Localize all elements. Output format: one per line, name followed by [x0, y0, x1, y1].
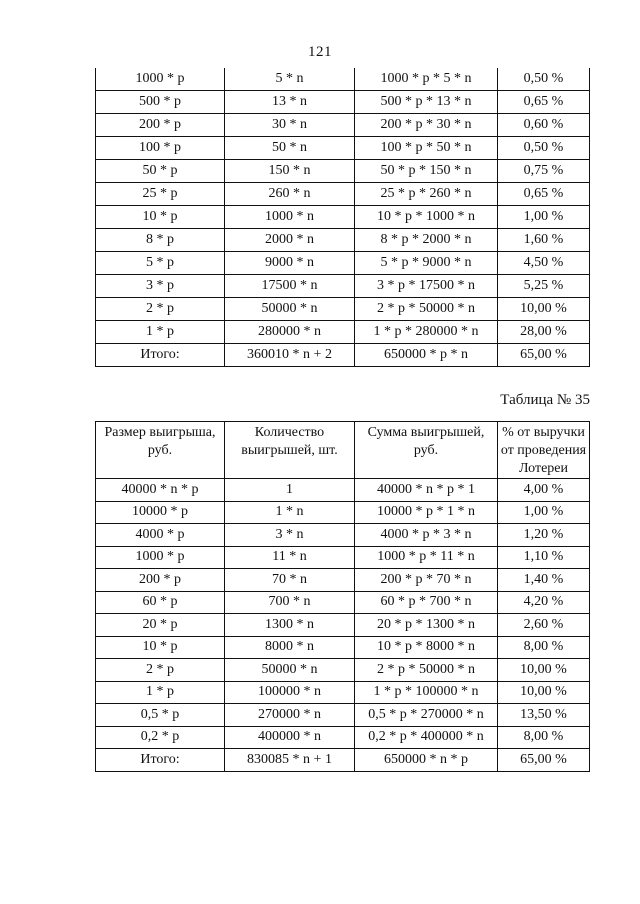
revenue-percent-cell: 0,65 %: [498, 183, 590, 206]
prize-count-cell: 13 * n: [225, 91, 355, 114]
table-row: [96, 160, 590, 183]
prize-size-cell: 50 * р: [96, 160, 225, 183]
prize-count-cell: 50000 * n: [225, 298, 355, 321]
prize-sum-cell: 60 * р * 700 * n: [355, 591, 498, 614]
revenue-percent-cell: 1,20 %: [498, 524, 590, 547]
prize-count-cell: 9000 * n: [225, 252, 355, 275]
prize-count-cell: 1 * n: [225, 501, 355, 524]
prize-sum-cell: 650000 * n * р: [355, 749, 498, 772]
table-caption: Таблица № 35: [500, 392, 590, 408]
prize-size-cell: 1 * р: [96, 681, 225, 704]
prize-size-cell: 2 * р: [96, 659, 225, 682]
revenue-percent-cell: 10,00 %: [498, 681, 590, 704]
prize-table-35-body: [96, 479, 590, 772]
prize-count-cell: 1300 * n: [225, 614, 355, 637]
prize-count-cell: 830085 * n + 1: [225, 749, 355, 772]
prize-sum-cell: 500 * р * 13 * n: [355, 91, 498, 114]
revenue-percent-cell: 65,00 %: [498, 749, 590, 772]
table-row: [96, 229, 590, 252]
prize-size-cell: 40000 * n * р: [96, 479, 225, 502]
prize-count-cell: 8000 * n: [225, 636, 355, 659]
header-revenue-percent: % от выручки от проведения Лотереи: [498, 422, 590, 479]
table-row: [96, 298, 590, 321]
prize-table-continued: [95, 68, 590, 367]
revenue-percent-cell: 10,00 %: [498, 298, 590, 321]
revenue-percent-cell: 1,00 %: [498, 206, 590, 229]
revenue-percent-cell: 8,00 %: [498, 726, 590, 749]
prize-size-cell: 5 * р: [96, 252, 225, 275]
prize-count-cell: 360010 * n + 2: [225, 344, 355, 367]
prize-size-cell: 60 * р: [96, 591, 225, 614]
prize-sum-cell: 1 * р * 100000 * n: [355, 681, 498, 704]
prize-size-cell: 0,5 * р: [96, 704, 225, 727]
table-row: [96, 681, 590, 704]
prize-count-cell: 1: [225, 479, 355, 502]
prize-size-cell: 10 * р: [96, 636, 225, 659]
revenue-percent-cell: 4,20 %: [498, 591, 590, 614]
prize-count-cell: 2000 * n: [225, 229, 355, 252]
prize-sum-cell: 4000 * р * 3 * n: [355, 524, 498, 547]
table-row: [96, 659, 590, 682]
table-row: [96, 183, 590, 206]
prize-sum-cell: 10 * р * 8000 * n: [355, 636, 498, 659]
prize-table-35: [95, 421, 590, 772]
prize-sum-cell: 5 * р * 9000 * n: [355, 252, 498, 275]
table-row: [96, 704, 590, 727]
prize-sum-cell: 10000 * р * 1 * n: [355, 501, 498, 524]
table-row: [96, 479, 590, 502]
prize-sum-cell: 20 * р * 1300 * n: [355, 614, 498, 637]
prize-sum-cell: 50 * р * 150 * n: [355, 160, 498, 183]
prize-count-cell: 700 * n: [225, 591, 355, 614]
prize-sum-cell: 200 * р * 70 * n: [355, 569, 498, 592]
prize-count-cell: 11 * n: [225, 546, 355, 569]
prize-sum-cell: 3 * р * 17500 * n: [355, 275, 498, 298]
revenue-percent-cell: 0,60 %: [498, 114, 590, 137]
prize-size-cell: 25 * р: [96, 183, 225, 206]
prize-size-cell: 1 * р: [96, 321, 225, 344]
prize-count-cell: 280000 * n: [225, 321, 355, 344]
prize-size-cell: 200 * р: [96, 114, 225, 137]
table-header-row: [96, 422, 590, 479]
revenue-percent-cell: 1,40 %: [498, 569, 590, 592]
prize-sum-cell: 2 * р * 50000 * n: [355, 659, 498, 682]
prize-sum-cell: 0,5 * р * 270000 * n: [355, 704, 498, 727]
prize-sum-cell: 8 * р * 2000 * n: [355, 229, 498, 252]
prize-sum-cell: 10 * р * 1000 * n: [355, 206, 498, 229]
prize-count-cell: 70 * n: [225, 569, 355, 592]
prize-count-cell: 100000 * n: [225, 681, 355, 704]
revenue-percent-cell: 0,75 %: [498, 160, 590, 183]
prize-size-cell: 10000 * р: [96, 501, 225, 524]
prize-count-cell: 5 * n: [225, 68, 355, 91]
prize-size-cell: 1000 * р: [96, 546, 225, 569]
revenue-percent-cell: 1,60 %: [498, 229, 590, 252]
table-row: [96, 321, 590, 344]
prize-size-cell: Итого:: [96, 749, 225, 772]
revenue-percent-cell: 10,00 %: [498, 659, 590, 682]
prize-sum-cell: 100 * р * 50 * n: [355, 137, 498, 160]
prize-size-cell: 3 * р: [96, 275, 225, 298]
prize-count-cell: 260 * n: [225, 183, 355, 206]
prize-size-cell: 4000 * р: [96, 524, 225, 547]
table-row: [96, 569, 590, 592]
prize-sum-cell: 650000 * р * n: [355, 344, 498, 367]
prize-size-cell: 2 * р: [96, 298, 225, 321]
revenue-percent-cell: 0,65 %: [498, 91, 590, 114]
revenue-percent-cell: 65,00 %: [498, 344, 590, 367]
table-row: [96, 614, 590, 637]
table-row: [96, 206, 590, 229]
header-prize-size: Размер выигрыша, руб.: [96, 422, 225, 479]
revenue-percent-cell: 28,00 %: [498, 321, 590, 344]
table-row: [96, 252, 590, 275]
prize-count-cell: 17500 * n: [225, 275, 355, 298]
prize-count-cell: 400000 * n: [225, 726, 355, 749]
table-row: [96, 501, 590, 524]
revenue-percent-cell: 2,60 %: [498, 614, 590, 637]
revenue-percent-cell: 5,25 %: [498, 275, 590, 298]
prize-sum-cell: 2 * р * 50000 * n: [355, 298, 498, 321]
prize-size-cell: 200 * р: [96, 569, 225, 592]
prize-sum-cell: 25 * р * 260 * n: [355, 183, 498, 206]
table-row: [96, 749, 590, 772]
prize-table-continued-body: [96, 68, 590, 367]
table-row: [96, 137, 590, 160]
prize-sum-cell: 0,2 * р * 400000 * n: [355, 726, 498, 749]
table-row: [96, 726, 590, 749]
revenue-percent-cell: 13,50 %: [498, 704, 590, 727]
prize-sum-cell: 1000 * р * 11 * n: [355, 546, 498, 569]
page-number: 121: [308, 44, 332, 60]
prize-size-cell: 10 * р: [96, 206, 225, 229]
prize-count-cell: 150 * n: [225, 160, 355, 183]
prize-size-cell: 500 * р: [96, 91, 225, 114]
revenue-percent-cell: 4,50 %: [498, 252, 590, 275]
prize-count-cell: 50000 * n: [225, 659, 355, 682]
table-row: [96, 591, 590, 614]
header-prize-sum: Сумма выигрышей, руб.: [355, 422, 498, 479]
prize-count-cell: 3 * n: [225, 524, 355, 547]
table-row: [96, 275, 590, 298]
prize-size-cell: Итого:: [96, 344, 225, 367]
table-row: [96, 546, 590, 569]
revenue-percent-cell: 8,00 %: [498, 636, 590, 659]
prize-sum-cell: 1 * р * 280000 * n: [355, 321, 498, 344]
prize-size-cell: 8 * р: [96, 229, 225, 252]
prize-size-cell: 0,2 * р: [96, 726, 225, 749]
prize-count-cell: 50 * n: [225, 137, 355, 160]
table-row: [96, 636, 590, 659]
prize-size-cell: 20 * р: [96, 614, 225, 637]
prize-size-cell: 100 * р: [96, 137, 225, 160]
table-row: [96, 91, 590, 114]
prize-sum-cell: 40000 * n * р * 1: [355, 479, 498, 502]
header-prize-count: Количество выигрышей, шт.: [225, 422, 355, 479]
prize-sum-cell: 1000 * р * 5 * n: [355, 68, 498, 91]
table-row: [96, 114, 590, 137]
prize-count-cell: 270000 * n: [225, 704, 355, 727]
prize-count-cell: 1000 * n: [225, 206, 355, 229]
table-row: [96, 344, 590, 367]
table-row: [96, 524, 590, 547]
revenue-percent-cell: 4,00 %: [498, 479, 590, 502]
prize-size-cell: 1000 * р: [96, 68, 225, 91]
revenue-percent-cell: 0,50 %: [498, 137, 590, 160]
prize-sum-cell: 200 * р * 30 * n: [355, 114, 498, 137]
prize-count-cell: 30 * n: [225, 114, 355, 137]
table-row: [96, 68, 590, 91]
revenue-percent-cell: 1,10 %: [498, 546, 590, 569]
revenue-percent-cell: 0,50 %: [498, 68, 590, 91]
revenue-percent-cell: 1,00 %: [498, 501, 590, 524]
